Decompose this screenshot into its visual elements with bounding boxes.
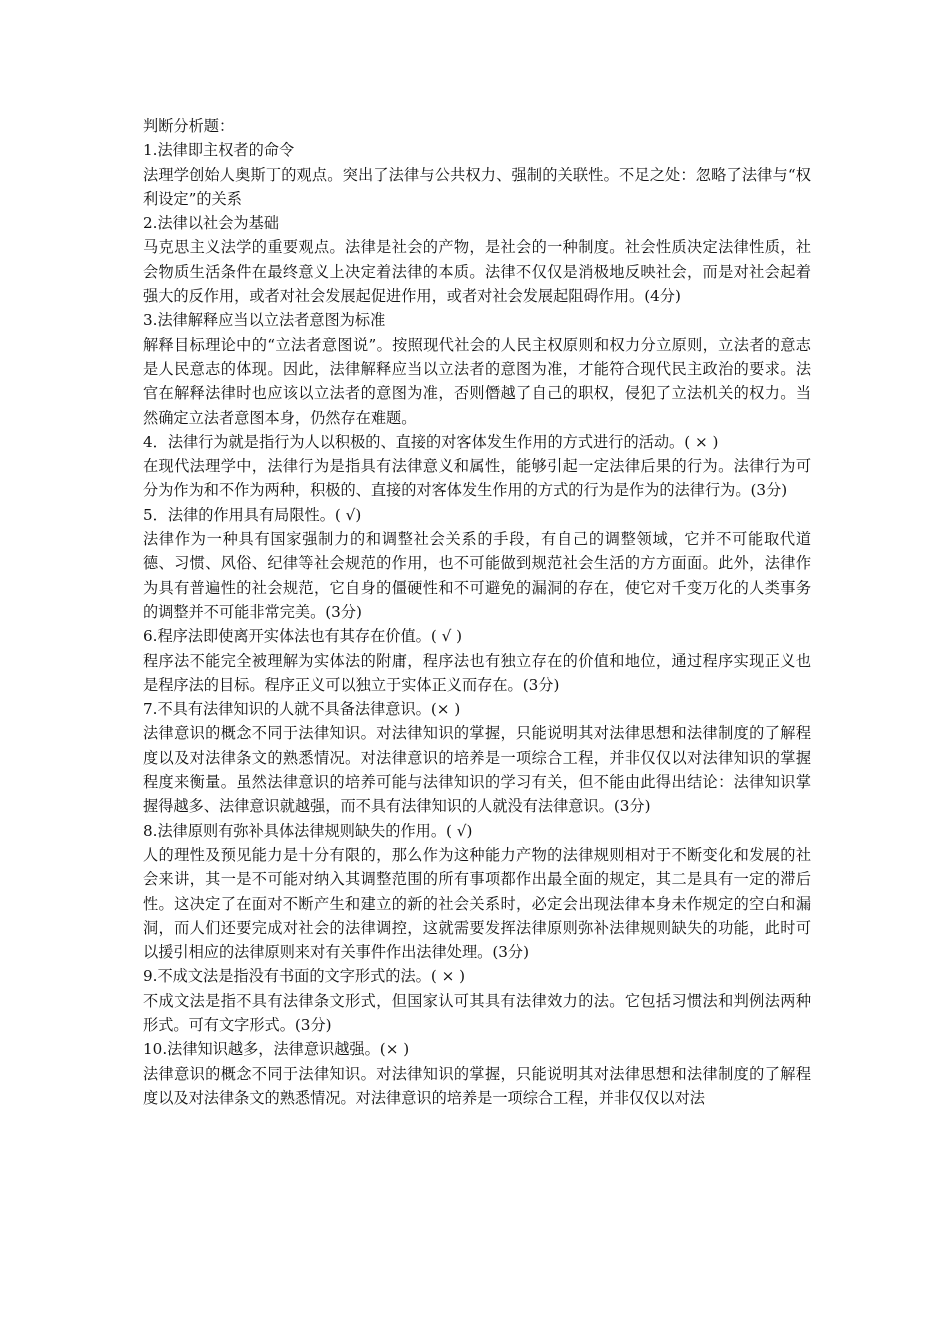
answer-2: 马克思主义法学的重要观点。法律是社会的产物，是社会的一种制度。社会性质决定法律性质，社会物质生活条件在最终意义上决定着法律的本质。法律不仅仅是消极地反映社会，而是对社会起着强大的反作用，或者对社会发展起促进作用，或者对社会发展起阻碍作用。(4分) xyxy=(143,238,811,306)
answer-10: 法律意识的概念不同于法律知识。对法律知识的掌握，只能说明其对法律思想和法律制度的了解程度以及对法律条文的熟悉情况。对法律意识的培养是一项综合工程，并非仅仅以对法 xyxy=(143,1064,811,1107)
answer-1: 法理学创始人奥斯丁的观点。突出了法律与公共权力、强制的关联性。不足之处：忽略了法律与“权利设定”的关系 xyxy=(143,165,811,208)
question-9: 9.不成文法是指没有书面的文字形式的法。( × ) xyxy=(143,967,466,986)
section-title: 判断分析题： xyxy=(143,117,235,135)
question-1: 1.法律即主权者的命令 xyxy=(143,141,295,160)
document-body xyxy=(143,114,811,1110)
question-10: 10.法律知识越多，法律意识越强。(× ) xyxy=(143,1040,410,1059)
question-2: 2.法律以社会为基础 xyxy=(143,214,279,233)
question-4: 4．法律行为就是指行为人以积极的、直接的对客体发生作用的方式进行的活动。( × ) xyxy=(143,432,719,451)
answer-9: 不成文法是指不具有法律条文形式，但国家认可其具有法律效力的法。它包括习惯法和判例法两种形式。可有文字形式。(3分) xyxy=(143,991,811,1034)
question-8: 8.法律原则有弥补具体法律规则缺失的作用。( √) xyxy=(143,821,473,840)
answer-8: 人的理性及预见能力是十分有限的，那么作为这种能力产物的法律规则相对于不断变化和发展的社会来讲，其一是不可能对纳入其调整范围的所有事项都作出最全面的规定，其二是具有一定的滞后性。这决定了在面对不断产生和建立的新的社会关系时，必定会出现法律本身未作规定的空白和漏洞，而人们还要完成对社会的法律调控，这就需要发挥法律原则弥补法律规则缺失的功能，此时可以援引相应的法律原则来对有关事件作出法律处理。(3分) xyxy=(143,845,811,962)
question-6: 6.程序法即使离开实体法也有其存在价值。( √ ) xyxy=(143,627,463,646)
answer-4: 在现代法理学中，法律行为是指具有法律意义和属性，能够引起一定法律后果的行为。法律行为可分为作为和不作为两种，积极的、直接的对客体发生作用的方式的行为是作为的法律行为。(3分) xyxy=(143,457,811,500)
question-7: 7.不具有法律知识的人就不具备法律意识。(× ) xyxy=(143,700,461,719)
answer-3: 解释目标理论中的“立法者意图说”。按照现代社会的人民主权原则和权力分立原则，立法者的意志是人民意志的体现。因此，法律解释应当以立法者的意图为准，才能符合现代民主政治的要求。法官在解释法律时也应该以立法者的意图为准，否则僭越了自己的职权，侵犯了立法机关的权力。当然确定立法者意图本身，仍然存在难题。 xyxy=(143,335,811,427)
answer-7: 法律意识的概念不同于法律知识。对法律知识的掌握，只能说明其对法律思想和法律制度的了解程度以及对法律条文的熟悉情况。对法律意识的培养是一项综合工程，并非仅仅以对法律知识的掌握程度来衡量。虽然法律意识的培养可能与法律知识的学习有关，但不能由此得出结论：法律知识掌握得越多、法律意识就越强，而不具有法律知识的人就没有法律意识。(3分) xyxy=(143,724,811,816)
answer-6: 程序法不能完全被理解为实体法的附庸，程序法也有独立存在的价值和地位，通过程序实现正义也是程序法的目标。程序正义可以独立于实体正义而存在。(3分) xyxy=(143,651,811,694)
answer-5: 法律作为一种具有国家强制力的和调整社会关系的手段，有自己的调整领域，它并不可能取代道德、习惯、风俗、纪律等社会规范的作用，也不可能做到规范社会生活的方方面面。此外，法律作为具有普遍性的社会规范，它自身的僵硬性和不可避免的漏洞的存在，使它对千变万化的人类事务的调整并不可能非常完美。(3分) xyxy=(143,530,811,621)
question-3: 3.法律解释应当以立法者意图为标准 xyxy=(143,311,386,330)
question-5: 5．法律的作用具有局限性。( √) xyxy=(143,505,362,524)
